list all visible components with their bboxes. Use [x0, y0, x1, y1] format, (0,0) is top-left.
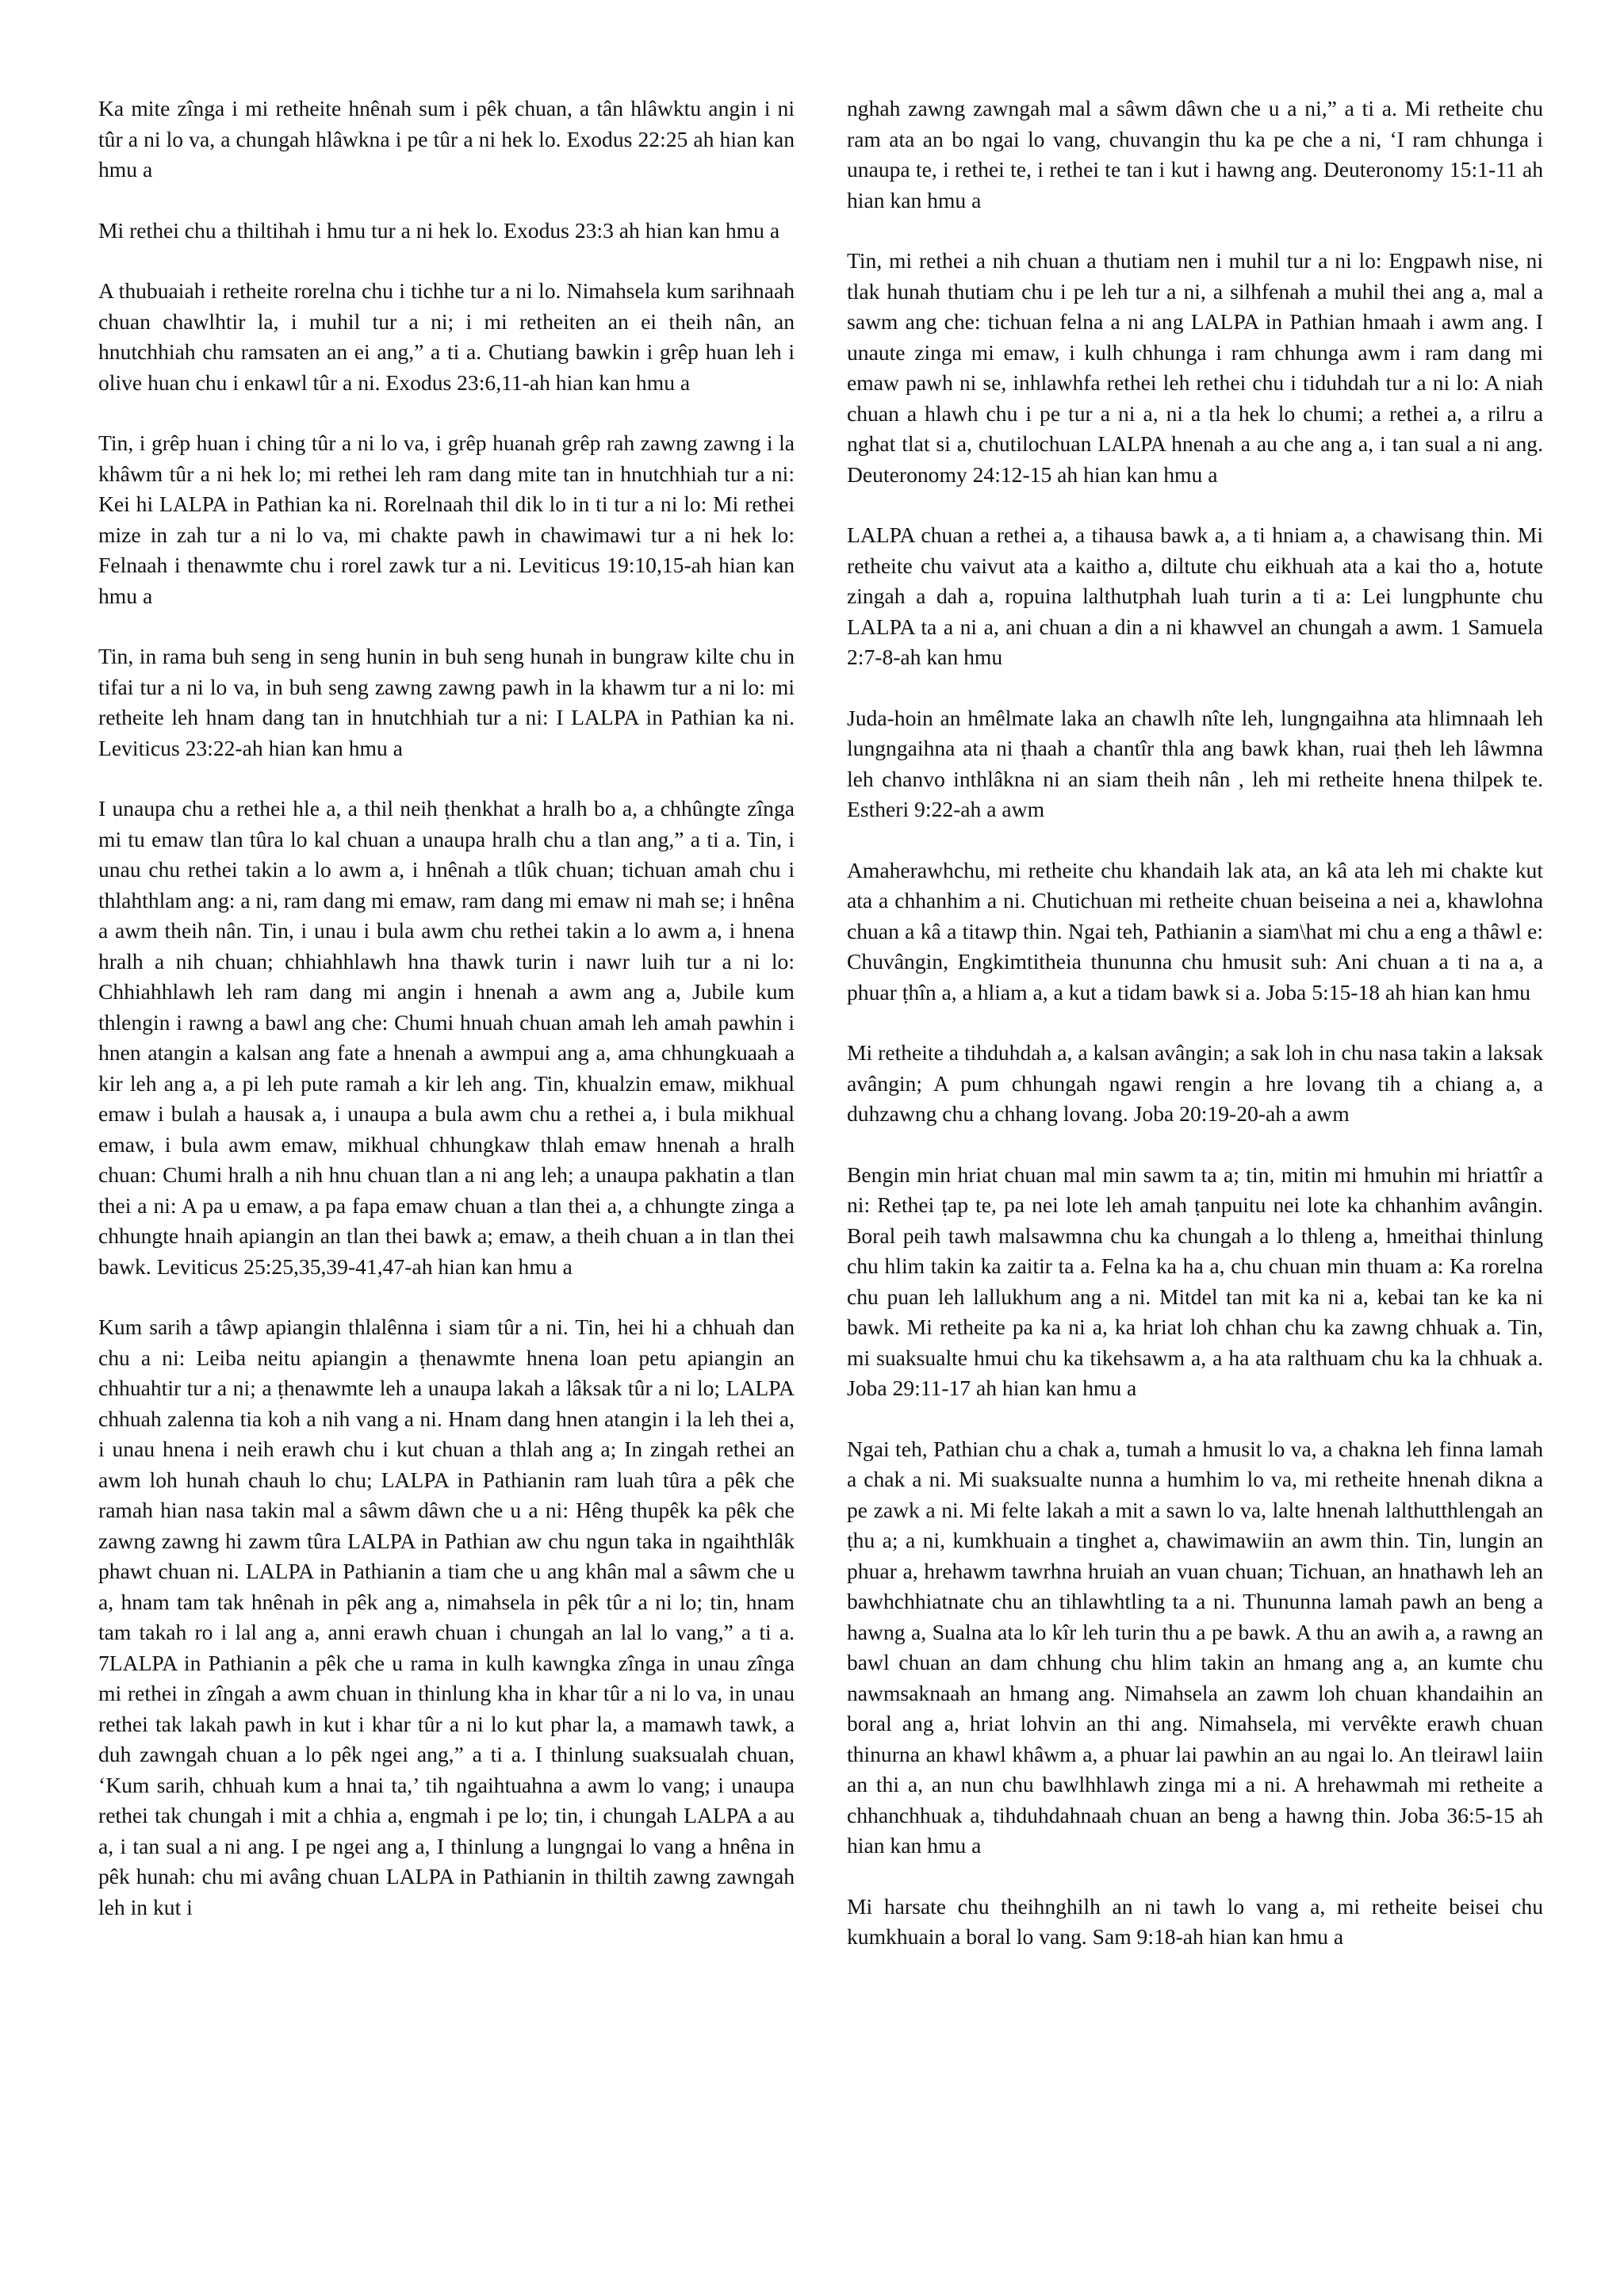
- paragraph: Tin, mi rethei a nih chuan a thutiam nen i muhil tur a ni lo: Engpawh nise, ni tlak hunah thutiam chu i pe leh tur a ni, a silhfenah a muhil thei ang a, mal a sawm ang che: tichuan felna a ni ang LALPA in Pathian hmaah i awm ang. I unaute zinga mi emaw, i kulh chhunga i ram chhunga awm i ram dang mi emaw pawh ni se, inhlawhfa rethei leh rethei chu i tiduhdah tur a ni lo: A niah chuan a hlawh chu i pe tur a ni a, ni a tla hek lo chumi; a rethei a, a rilru a nghat tlat si a, chutilochuan LALPA hnenah a au che ang a, i tan sual a ni ang. Deuteronomy 24:12-15 ah hian kan hmu a: [847, 248, 1543, 487]
- right-column: [847, 94, 1543, 2266]
- paragraph: Kum sarih a tâwp apiangin thlalênna i siam tûr a ni. Tin, hei hi a chhuah dan chu a ni: Leiba neitu apiangin a ṭhenawmte hnena loan petu apiangin an chhuahtir tur a ni; a ṭhenawmte leh a unaupa lakah a lâksak tûr a ni lo; LALPA chhuah zalenna tia koh a nih vang a ni. Hnam dang hnen atangin i la leh thei a, i unau hnena i neih erawh chu i kut chuan a thlah ang a; In zingah rethei an awm loh hunah chauh lo chu; LALPA in Pathianin ram luah tûra a pêk che ramah hian nasa takin mal a sâwm dâwn che u a ni: Hêng thupêk ka pêk che zawng zawng hi zawm tûra LALPA in Pathian aw chu ngun taka in ngaihthlâk phawt chuan ni. LALPA in Pathianin a tiam che u ang khân mal a sâwm che u a, hnam tam tak hnênah in pêk ang a, nimahsela in pêk tûr a ni lo; tin, hnam tam takah ro i lal ang a, anni erawh chuan i chungah an lal lo vang,” a ti a. 7LALPA in Pathianin a pêk che u rama in kulh kawngka zînga in unau zînga mi rethei in zîngah a awm chuan in thinlung kha in khar tûr a ni lo va, in unau rethei tak lakah pawh in kut i khar tûr a ni lo kut phar la, a mamawh tawk, a duh zawngah chuan a lo pêk ngei ang,” a ti a. I thinlung suaksualah chuan, ‘Kum sarih, chhuah kum a hnai ta,’ tih ngaihtuahna a awm lo vang; i unaupa rethei tak chungah i mit a chhia a, engmah i pe lo; tin, i chungah LALPA a au a, i tan sual a ni ang. I pe ngei ang a, I thinlung a lungngai lo vang a hnêna in pêk hunah: chu mi avâng chuan LALPA in Pathianin in thiltih zawng zawngah leh in kut i: [98, 1314, 795, 1919]
- paragraph: A thubuaiah i retheite rorelna chu i tichhe tur a ni lo. Nimahsela kum sarihnaah chuan chawlhtir la, i muhil tur a ni; i mi retheiten an ei theih nân, an hnutchhiah chu ramsaten an ei ang,” a ti a. Chutiang bawkin i grêp huan leh i olive huan chu i enkawl tûr a ni. Exodus 23:6,11-ah hian kan hmu a: [98, 278, 795, 395]
- paragraph: Bengin min hriat chuan mal min sawm ta a; tin, mitin mi hmuhin mi hriattîr a ni: Rethei ṭap te, pa nei lote leh amah ṭanpuitu nei lote ka chhanhim avângin. Boral peih tawh malsawmna chu ka chungah a lo thleng a, hmeithai thinlung chu hlim takin ka zaitir ta a. Felna ka ha a, chu chuan min thuam a: Ka rorelna chu puan leh lallukhum ang a ni. Mitdel tan mit ka ni a, kebai tan ke ka ni bawk. Mi retheite pa ka ni a, ka hriat loh chhan chu ka zawng chhuak a. Tin, mi suaksualte hmui chu ka tikehsawm a, a ha ata ralthuam chu ka la chhuak a. Joba 29:11-17 ah hian kan hmu a: [847, 1161, 1543, 1400]
- paragraph: Amaherawhchu, mi retheite chu khandaih lak ata, an kâ ata leh mi chakte kut ata a chhanhim a ni. Chutichuan mi retheite chuan beiseina a nei a, khawlohna chuan a kâ a titawp thin. Ngai teh, Pathianin a siam\hat mi chu a eng a thâwl e: Chuvângin, Engkimtitheia thununna chu hmusit suh: Ani chuan a ti na a, a phuar ṭhîn a, a hliam a, a kut a tidam bawk si a. Joba 5:15-18 ah hian kan hmu: [847, 857, 1543, 1004]
- paragraph: nghah zawng zawngah mal a sâwm dâwn che u a ni,” a ti a. Mi retheite chu ram ata an bo ngai lo vang, chuvangin thu ka pe che a ni, ‘I ram chhunga i unaupa te, i rethei te, i rethei te tan i kut i hawng ang. Deuteronomy 15:1-11 ah hian kan hmu a: [847, 96, 1543, 212]
- paragraph: Ka mite zînga i mi retheite hnênah sum i pêk chuan, a tân hlâwktu angin i ni tûr a ni lo va, a chungah hlâwkna i pe tûr a ni hek lo. Exodus 22:25 ah hian kan hmu a: [98, 96, 795, 182]
- paragraph: LALPA chuan a rethei a, a tihausa bawk a, a ti hniam a, a chawisang thin. Mi retheite chu vaivut ata a kaitho a, diltute chu eikhuah ata a kai tho a, hotute zingah a dah a, ropuina lalthutphah luah turin a ti a: Lei lungphunte chu LALPA ta a ni a, ani chuan a din a ni khawvel an chungah a awm. 1 Samuela 2:7-8-ah kan hmu: [847, 522, 1543, 669]
- paragraph: Juda-hoin an hmêlmate laka an chawlh nîte leh, lungngaihna ata hlimnaah leh lungngaihna ata ni ṭhaah a chantîr thla ang bawk khan, ruai ṭheh leh lâwmna leh chanvo inthlâkna ni an siam theih nân , leh mi retheite hnena thilpek te. Estheri 9:22-ah a awm: [847, 705, 1543, 821]
- paragraph: Tin, in rama buh seng in seng hunin in buh seng hunah in bungraw kilte chu in tifai tur a ni lo va, in buh seng zawng zawng pawh in la khawm tur a ni lo: mi retheite leh hnam dang tan in hnutchhiah tur a ni: I LALPA in Pathian ka ni. Leviticus 23:22-ah hian kan hmu a: [98, 644, 795, 760]
- paragraph: Mi rethei chu a thiltihah i hmu tur a ni hek lo. Exodus 23:3 ah hian kan hmu a: [98, 217, 780, 243]
- document-page: [98, 94, 1543, 2266]
- left-column: [98, 94, 795, 2266]
- paragraph: I unaupa chu a rethei hle a, a thil neih ṭhenkhat a hralh bo a, a chhûngte zînga mi tu emaw tlan tûra lo kal chuan a unaupa hralh chu a tlan ang,” a ti a. Tin, i unau chu rethei takin a lo awm a, i hnênah a tlûk chuan; tichuan amah chu i thlahthlam ang: a ni, ram dang mi emaw, ram dang mi emaw ni mah se; i hnêna a awm theih nân. Tin, i unau i bula awm chu rethei takin a lo awm a, i hnena hralh a nih chuan; chhiahhlawh hna thawk turin i nawr luih tur a ni lo: Chhiahhlawh leh ram dang mi angin i hnenah a awm ang a, Jubile kum thlengin i rawng a bawl ang che: Chumi hnuah chuan amah leh amah pawhin i hnen atangin a kalsan ang fate a hnenah a awmpui ang a, ama chhungkuaah a kir leh ang a, a pi leh pute ramah a kir leh ang. Tin, khualzin emaw, mikhual emaw i bulah a hausak a, i unaupa a bula awm chu a rethei a, i bula mikhual emaw, i bula awm emaw, mikhual chhungkaw thlah emaw hnenah a hralh chuan: Chumi hralh a nih hnu chuan tlan a ni ang leh; a unaupa pakhatin a tlan thei a ni: A pa u emaw, a pa fapa emaw chuan a tlan thei a, a chhungte zinga a chhungte hnaih apiangin an tlan thei bawk a; emaw, a theih chuan a in tlan thei bawk. Leviticus 25:25,35,39-41,47-ah hian kan hmu a: [98, 796, 795, 1279]
- paragraph: Mi retheite a tihduhdah a, a kalsan avângin; a sak loh in chu nasa takin a laksak avângin; A pum chhungah ngawi rengin a hre lovang tih a chiang a, a duhzawng chu a chhang lovang. Joba 20:19-20-ah a awm: [847, 1040, 1543, 1126]
- paragraph: Ngai teh, Pathian chu a chak a, tumah a hmusit lo va, a chakna leh finna lamah a chak a ni. Mi suaksualte nunna a humhim lo va, mi retheite hnenah dikna a pe zawk a ni. Mi felte lakah a mit a sawn lo va, lalte hnenah lalthutthlengah an ṭhu a; a ni, kumkhuain a tinghet a, chawimawiin an awm thin. Tin, lungin an phuar a, hrehawm tawrhna hruiah an vuan chuan; Tichuan, an hnathawh leh an bawhchhiatnate chu an tihlawhtling ta a ni. Thununna lamah pawh an beng a hawng a, Sualna ata lo kîr leh turin thu a pe bawk. A thu an awih a, a rawng an bawl chuan an dam chhung chu hlim takin an hmang ang a, an kumte chu nawmsaknaah an hmang ang. Nimahsela an zawm loh chuan khandaihin an boral ang a, hriat lohvin an thi ang. Nimahsela, mi vervêkte erawh chuan thinurna an khawl khâwm a, a phuar lai pawhin an au ngai lo. An tleirawl laiin an thi a, an nun chu bawlhhlawh zinga mi a ni. A hrehawmah mi retheite a chhanchhuak a, tihduhdahnaah chuan an beng a hawng thin. Joba 36:5-15 ah hian kan hmu a: [847, 1436, 1543, 1858]
- paragraph: Tin, i grêp huan i ching tûr a ni lo va, i grêp huanah grêp rah zawng zawng i la khâwm tûr a ni hek lo; mi rethei leh ram dang mite tan in hnutchhiah tur a ni: Kei hi LALPA in Pathian ka ni. Rorelnaah thil dik lo in ti tur a ni lo: Mi rethei mize in zah tur a ni lo va, mi chakte pawh in chawimawi tur a ni hek lo: Felnaah i thenawmte chu i rorel zawk tur a ni. Leviticus 19:10,15-ah hian kan hmu a: [98, 430, 795, 608]
- paragraph: Mi harsate chu theihnghilh an ni tawh lo vang a, mi retheite beisei chu kumkhuain a boral lo vang. Sam 9:18-ah hian kan hmu a: [847, 1893, 1543, 1949]
